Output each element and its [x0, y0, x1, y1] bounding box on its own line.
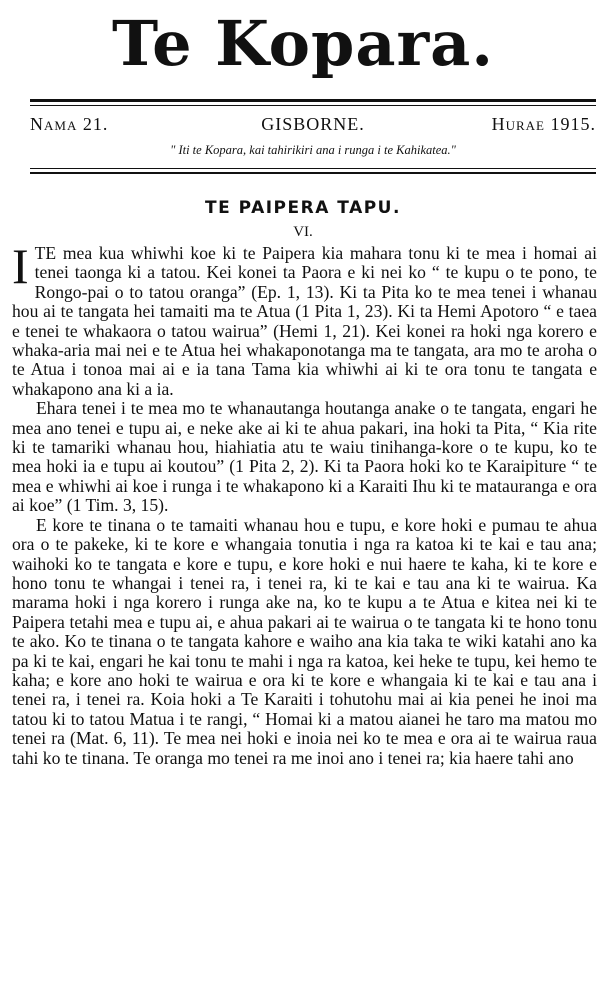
section-number: VI. — [293, 224, 313, 240]
issue-info-row — [30, 114, 596, 142]
masthead-rule-thin — [30, 105, 596, 106]
issue-place: GISBORNE. — [261, 114, 365, 134]
paragraph-1-text: TE mea kua whiwhi koe ki te Paipera kia mahara tonu ki te mea i homai ai tenei taonga ki a tatou. Kei konei ta Paora e ki nei ko “ te kupu o te pono, te Rongo-pai o to tatou oranga” (Ep. 1, 13). Ki ta Pita ko te mea tenei i whanau hou ai te tangata hei tamaiti ma te Atua (1 Pita 1, 23). Ki ta Hemi Apotoro “ e taea e tenei te whakaora o tatou wairua” (Hemi 1, 21). Kei konei ra hoki nga korero e whaka-aria mai nei e te Atua hei whakaponotanga ma te tangata, ara mo te aroha o te Atua i tonoa mai ai e ia tana Tama kia whiwhi ai ki te ora tonu te tangata e whakapono ana ki a ia. — [12, 243, 597, 399]
issue-date: Hurae 1915. — [491, 114, 596, 134]
issue-number: Nama 21. — [30, 114, 109, 134]
masthead-title: Te Kopara. — [112, 7, 494, 80]
masthead-rule-thick — [30, 99, 596, 102]
motto: " Iti te Kopara, kai tahirikiri ana i runga i te Kahikatea." — [170, 143, 456, 157]
paragraph-3: E kore te tinana o te tamaiti whanau hou e tupu, e kore hoki e pumau te ahua ora o te pakeke, ki te kore e whangaia tonutia i nga ra katoa ki te kai e tau ana; waihoki ko te tangata e kore e tupu, e kore hoki e nui haere te kaha, ki te kore e hono tonu te whangai i tenei ra, i tenei ra, ki te kai e tau ana ki te wairua. Ka marama hoki i nga korero i runga ake na, ko te kupu a te Atua e kitea nei ki te Paipera tetahi mea e tupu ai, e ahua pakari ai te wairua o te tangata ki te hono tonu te ako. Ko te tinana o te tangata kahore e waiho ana kia taka te wiki katahi ano ka pa ki te kai, engari he kai tonu te mahi i nga ra katoa, kei heke te tupu, kei hemo te kaha; e kore ano hoki te wairua e ora ki te kore e whangaia ki te kai e tau ana i tenei ra, i tenei ra. Koia hoki a Te Karaiti i tohutohu mai ai kia penei he inoi ma tatou ki to tatou Matua i te rangi, “ Homai ki a matou aianei he taro ma matou mo tenei ra (Mat. 6, 11). Te mea nei hoki e inoia nei ko te mea e ora ai te wairua raua tahi ko te tinana. Te oranga mo tenei ra me inoi ano i tenei ra; kia haere tahi ano — [12, 514, 597, 768]
article-body — [12, 238, 597, 768]
drop-cap: I — [12, 238, 29, 294]
paragraph-2: Ehara tenei i te mea mo te whanautanga houtanga anake o te tangata, engari he mea ano tenei e tupu ai, e neke ake ai ki te ahua pakari, ina hoki ta Pita, “ Kia rite ki te tamariki whanau hou, hiahiatia atu te waiu tinihanga-kore o te kupu, ko te mea hoki ia e tupu ai koutou” (1 Pita 2, 2). Ki ta Paora hoki ko te Karaipiture “ te mea e whiwhi ai koe i runga i te whakapono ki a Karaiti Ihu ki te matauranga e ora ai koe” (1 Tim. 3, 15). — [12, 398, 597, 516]
paragraph-1 — [12, 238, 597, 399]
header-rule-thin — [30, 168, 596, 169]
header-rule-thick — [30, 172, 596, 174]
article-title: TE PAIPERA TAPU. — [205, 198, 401, 218]
